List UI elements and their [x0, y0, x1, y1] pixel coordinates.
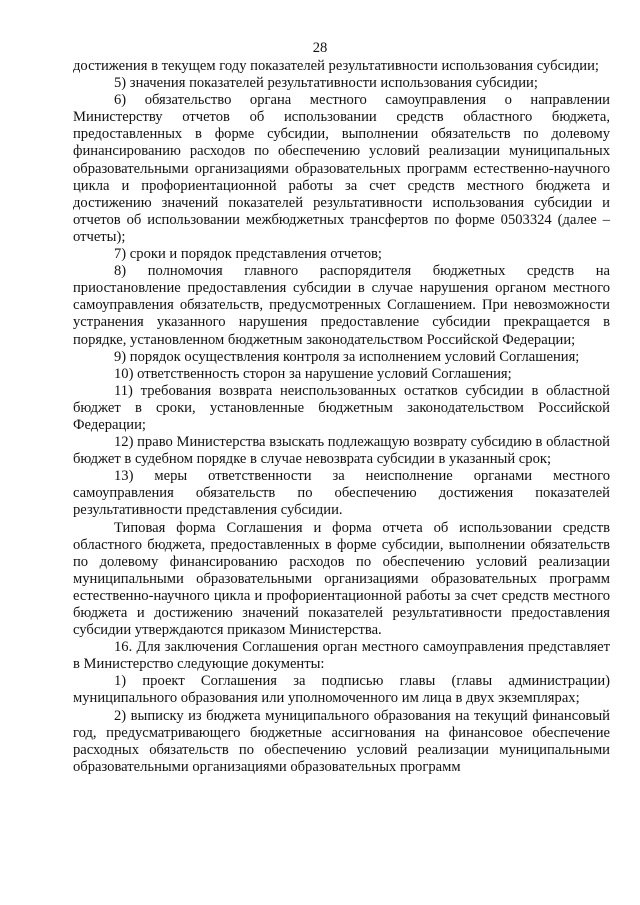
paragraph-continuation: достижения в текущем году показателей результативности использования субсидии;: [73, 58, 599, 74]
paragraph-doc-1: 1) проект Соглашения за подписью главы (главы администрации) муниципального образования или уполномоченного им лица в двух экземплярах;: [73, 673, 610, 707]
paragraph-item-6: 6) обязательство органа местного самоуправления о направлении Министерству отчетов об использовании средств областного бюджета, предоставленных в форме субсидии, выполнении обязательств по долевому финансированию расходов по обеспечению условий реализации муниципальных образовательными организациями образовательных программ естественно-научного цикла и профориентационной работы за счет средств местного бюджета и достижению значений показателей результативности использования субсидии и отчетов об использовании межбюджетных трансфертов по форме 0503324 (далее – отчеты);: [73, 92, 610, 245]
paragraph-doc-2: 2) выписку из бюджета муниципального образования на текущий финансовый год, предусматривающего бюджетные ассигнования на финансовое обеспечение расходных обязательств по обеспечению условий реализации муниципальными образовательными организациями образовательных программ: [73, 707, 610, 775]
paragraph-item-5: 5) значения показателей результативности использования субсидии;: [114, 75, 538, 92]
paragraph-section-16: 16. Для заключения Соглашения орган местного самоуправления представляет в Министерство следующие документы:: [73, 639, 610, 673]
paragraph-item-7: 7) сроки и порядок представления отчетов;: [114, 246, 382, 263]
paragraph-standard-form: Типовая форма Соглашения и форма отчета об использовании средств областного бюджета, предоставленных в форме субсидии, выполнении обязательств по долевому финансированию расходов по обеспечению условий реализации муниципальными образовательными организациями образовательных программ естественно-научного цикла и профориентационной работы за счет средств местного бюджета и достижению значений показателей результативности предоставления субсидии утверждаются приказом Министерства.: [73, 519, 610, 639]
paragraph-item-8: 8) полномочия главного распорядителя бюджетных средств на приостановление предоставления субсидии в случае нарушения органом местного самоуправления обязательств, предусмотренных Соглашением. При невозможности устранения указанного нарушения предоставление субсидии прекращается в порядке, установленном бюджетным законодательством Российской Федерации;: [73, 263, 610, 348]
paragraph-item-13: 13) меры ответственности за неисполнение органами местного самоуправления обязательств по обеспечению достижения показателей результативности представления субсидии.: [73, 468, 610, 519]
paragraph-item-9: 9) порядок осуществления контроля за исполнением условий Соглашения;: [114, 348, 580, 365]
paragraph-item-12: 12) право Министерства взыскать подлежащую возврату субсидию в областной бюджет в судебном порядке в случае невозврата субсидии в указанный срок;: [73, 434, 610, 468]
paragraph-item-11: 11) требования возврата неиспользованных остатков субсидии в областной бюджет в сроки, установленные бюджетным законодательством Российской Федерации;: [73, 382, 610, 433]
page-number: 28: [312, 40, 328, 56]
paragraph-item-10: 10) ответственность сторон за нарушение условий Соглашения;: [114, 365, 512, 382]
document-body: [73, 58, 610, 776]
